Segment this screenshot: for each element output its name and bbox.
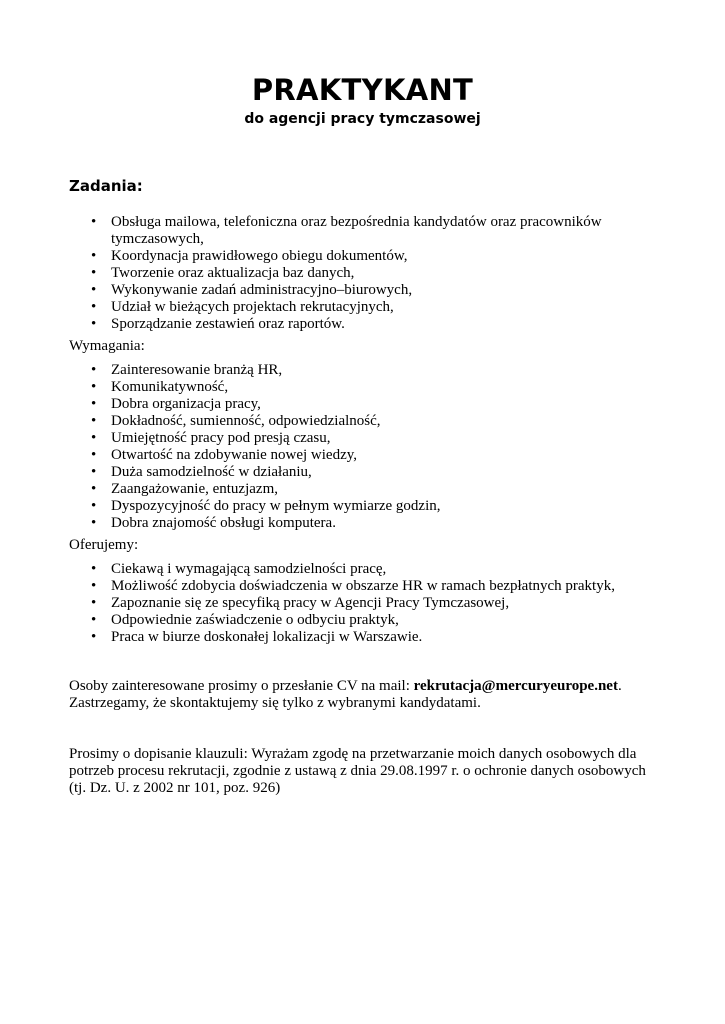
bullet-icon: • bbox=[91, 396, 97, 412]
list-item: • Zapoznanie się ze specyfiką pracy w Agencji Pracy Tymczasowej, bbox=[91, 595, 510, 611]
page-title: PRAKTYKANT bbox=[251, 73, 474, 107]
list-item: • Praca w biurze doskonałej lokalizacji w Warszawie. bbox=[91, 629, 423, 645]
bullet-icon: • bbox=[91, 413, 97, 429]
bullet-icon: • bbox=[91, 612, 97, 628]
clause-paragraph: Prosimy o dopisanie klauzuli: Wyrażam zgodę na przetwarzanie moich danych osobowych dla potrzeb procesu rekrutacji, zgodnie z ustawą z dnia 29.08.1997 r. o ochronie danych osobowych (tj. Dz. U. z 2002 nr 101, poz. 926) bbox=[69, 746, 646, 796]
bullet-icon: • bbox=[91, 265, 97, 281]
list-item: • Tworzenie oraz aktualizacja baz danych, bbox=[91, 265, 355, 281]
bullet-icon: • bbox=[91, 379, 97, 395]
email-link[interactable]: rekrutacja@mercuryeurope.net bbox=[413, 678, 618, 694]
requirements-heading: Wymagania: bbox=[69, 338, 145, 354]
bullet-icon: • bbox=[91, 447, 97, 463]
page-subtitle: do agencji pracy tymczasowej bbox=[244, 111, 481, 127]
bullet-icon: • bbox=[91, 214, 97, 230]
list-item: • Zainteresowanie branżą HR, bbox=[91, 362, 283, 378]
list-item: • Odpowiednie zaświadczenie o odbyciu praktyk, bbox=[91, 612, 399, 628]
list-item: • Otwartość na zdobywanie nowej wiedzy, bbox=[91, 447, 358, 463]
bullet-icon: • bbox=[91, 248, 97, 264]
bullet-icon: • bbox=[91, 362, 97, 378]
bullet-icon: • bbox=[91, 282, 97, 298]
list-item: • Wykonywanie zadań administracyjno–biurowych, bbox=[91, 282, 413, 298]
bullet-icon: • bbox=[91, 629, 97, 645]
bullet-icon: • bbox=[91, 578, 97, 594]
list-item: • Komunikatywność, bbox=[91, 379, 229, 395]
document-content bbox=[69, 176, 659, 797]
bullet-icon: • bbox=[91, 498, 97, 514]
list-item: • Umiejętność pracy pod presją czasu, bbox=[91, 430, 331, 446]
contact-paragraph: Osoby zainteresowane prosimy o przesłanie CV na mail: rekrutacja@mercuryeurope.net. bbox=[69, 678, 622, 694]
bullet-icon: • bbox=[91, 595, 97, 611]
list-item: • Dobra organizacja pracy, bbox=[91, 396, 261, 412]
tasks-list bbox=[69, 214, 659, 333]
bullet-icon: • bbox=[91, 561, 97, 577]
bullet-icon: • bbox=[91, 299, 97, 315]
list-item: • Dokładność, sumienność, odpowiedzialność, bbox=[91, 413, 381, 429]
list-item: • Zaangażowanie, entuzjazm, bbox=[91, 481, 278, 497]
tasks-heading: Zadania: bbox=[69, 177, 143, 195]
list-item: • Duża samodzielność w działaniu, bbox=[91, 464, 312, 480]
bullet-icon: • bbox=[91, 515, 97, 531]
bullet-icon: • bbox=[91, 464, 97, 480]
bullet-icon: • bbox=[91, 316, 97, 332]
list-item: • Możliwość zdobycia doświadczenia w obszarze HR w ramach bezpłatnych praktyk, bbox=[91, 578, 615, 594]
list-item: • Koordynacja prawidłowego obiegu dokumentów, bbox=[91, 248, 408, 264]
requirements-list bbox=[69, 362, 659, 532]
list-item: • Udział w bieżących projektach rekrutacyjnych, bbox=[91, 299, 394, 315]
list-item: • Sporządzanie zestawień oraz raportów. bbox=[91, 316, 345, 332]
list-item: • Dyspozycyjność do pracy w pełnym wymiarze godzin, bbox=[91, 498, 441, 514]
bullet-icon: • bbox=[91, 481, 97, 497]
offer-list bbox=[69, 561, 659, 646]
list-item: • Ciekawą i wymagającą samodzielności pracę, bbox=[91, 561, 387, 577]
offer-heading: Oferujemy: bbox=[69, 537, 139, 553]
bullet-icon: • bbox=[91, 430, 97, 446]
contact-note: Zastrzegamy, że skontaktujemy się tylko z wybranymi kandydatami. bbox=[69, 695, 481, 711]
list-item: • Dobra znajomość obsługi komputera. bbox=[91, 515, 336, 531]
list-item: • Obsługa mailowa, telefoniczna oraz bezpośrednia kandydatów oraz pracowników tymczasowych, bbox=[91, 214, 602, 247]
